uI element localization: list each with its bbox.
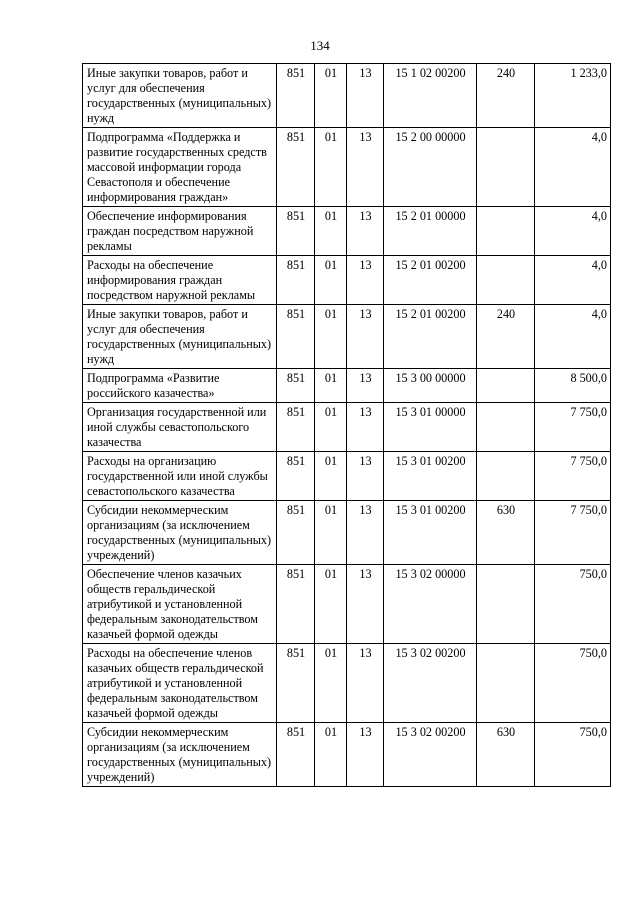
row-grbs-code: 851 — [277, 369, 315, 403]
row-amount: 750,0 — [535, 723, 611, 787]
row-subsection-code: 13 — [347, 128, 384, 207]
row-amount: 1 233,0 — [535, 64, 611, 128]
row-expense-type-code — [477, 369, 535, 403]
table-row — [83, 565, 611, 644]
row-target-article-code: 15 3 02 00200 — [384, 723, 477, 787]
row-grbs-code: 851 — [277, 128, 315, 207]
row-amount: 4,0 — [535, 305, 611, 369]
row-target-article-code: 15 3 01 00200 — [384, 501, 477, 565]
row-section-code: 01 — [315, 64, 347, 128]
row-target-article-code: 15 3 02 00200 — [384, 644, 477, 723]
row-name: Субсидии некоммерческим организациям (за исключением государственных (муниципальных) учреждений) — [83, 501, 277, 565]
row-subsection-code: 13 — [347, 644, 384, 723]
row-subsection-code: 13 — [347, 305, 384, 369]
row-target-article-code: 15 3 00 00000 — [384, 369, 477, 403]
row-subsection-code: 13 — [347, 723, 384, 787]
row-grbs-code: 851 — [277, 452, 315, 501]
budget-table — [82, 63, 611, 787]
row-expense-type-code — [477, 452, 535, 501]
row-grbs-code: 851 — [277, 64, 315, 128]
row-amount: 7 750,0 — [535, 403, 611, 452]
row-name: Субсидии некоммерческим организациям (за исключением государственных (муниципальных) учреждений) — [83, 723, 277, 787]
row-section-code: 01 — [315, 128, 347, 207]
row-section-code: 01 — [315, 403, 347, 452]
table-row — [83, 403, 611, 452]
row-section-code: 01 — [315, 565, 347, 644]
row-expense-type-code — [477, 565, 535, 644]
row-grbs-code: 851 — [277, 305, 315, 369]
row-amount: 4,0 — [535, 128, 611, 207]
table-row — [83, 644, 611, 723]
row-amount: 7 750,0 — [535, 501, 611, 565]
row-name: Подпрограмма «Поддержка и развитие государственных средств массовой информации города Севастополя и обеспечение информирования граждан» — [83, 128, 277, 207]
row-expense-type-code: 630 — [477, 501, 535, 565]
row-target-article-code: 15 3 01 00200 — [384, 452, 477, 501]
row-name: Расходы на обеспечение членов казачьих обществ геральдической атрибутикой и установленной федеральным законодательством казачьей формой одежды — [83, 644, 277, 723]
row-name: Иные закупки товаров, работ и услуг для обеспечения государственных (муниципальных) нужд — [83, 64, 277, 128]
row-grbs-code: 851 — [277, 501, 315, 565]
table-row — [83, 64, 611, 128]
row-grbs-code: 851 — [277, 565, 315, 644]
row-target-article-code: 15 2 01 00200 — [384, 256, 477, 305]
row-subsection-code: 13 — [347, 64, 384, 128]
row-expense-type-code — [477, 128, 535, 207]
row-name: Расходы на обеспечение информирования граждан посредством наружной рекламы — [83, 256, 277, 305]
row-expense-type-code — [477, 256, 535, 305]
table-body — [83, 64, 611, 787]
row-amount: 4,0 — [535, 207, 611, 256]
row-section-code: 01 — [315, 723, 347, 787]
row-subsection-code: 13 — [347, 403, 384, 452]
row-target-article-code: 15 2 00 00000 — [384, 128, 477, 207]
row-name: Иные закупки товаров, работ и услуг для обеспечения государственных (муниципальных) нужд — [83, 305, 277, 369]
row-target-article-code: 15 1 02 00200 — [384, 64, 477, 128]
row-grbs-code: 851 — [277, 723, 315, 787]
row-subsection-code: 13 — [347, 256, 384, 305]
table-row — [83, 369, 611, 403]
row-amount: 750,0 — [535, 565, 611, 644]
row-amount: 4,0 — [535, 256, 611, 305]
row-expense-type-code: 240 — [477, 305, 535, 369]
row-expense-type-code — [477, 403, 535, 452]
row-grbs-code: 851 — [277, 644, 315, 723]
row-grbs-code: 851 — [277, 207, 315, 256]
row-subsection-code: 13 — [347, 452, 384, 501]
table-row — [83, 723, 611, 787]
row-target-article-code: 15 2 01 00200 — [384, 305, 477, 369]
row-name: Организация государственной или иной службы севастопольского казачества — [83, 403, 277, 452]
row-section-code: 01 — [315, 644, 347, 723]
row-name: Расходы на организацию государственной или иной службы севастопольского казачества — [83, 452, 277, 501]
row-section-code: 01 — [315, 256, 347, 305]
table-row — [83, 207, 611, 256]
table-row — [83, 452, 611, 501]
row-amount: 8 500,0 — [535, 369, 611, 403]
row-expense-type-code — [477, 644, 535, 723]
row-section-code: 01 — [315, 452, 347, 501]
row-section-code: 01 — [315, 501, 347, 565]
table-row — [83, 501, 611, 565]
row-subsection-code: 13 — [347, 369, 384, 403]
row-name: Обеспечение информирования граждан посредством наружной рекламы — [83, 207, 277, 256]
row-name: Обеспечение членов казачьих обществ геральдической атрибутикой и установленной федеральным законодательством казачьей формой одежды — [83, 565, 277, 644]
row-expense-type-code — [477, 207, 535, 256]
row-subsection-code: 13 — [347, 501, 384, 565]
row-amount: 750,0 — [535, 644, 611, 723]
row-expense-type-code: 240 — [477, 64, 535, 128]
table-row — [83, 305, 611, 369]
row-target-article-code: 15 3 01 00000 — [384, 403, 477, 452]
table-row — [83, 256, 611, 305]
row-grbs-code: 851 — [277, 403, 315, 452]
row-target-article-code: 15 2 01 00000 — [384, 207, 477, 256]
page-number: 134 — [310, 38, 330, 53]
table-row — [83, 128, 611, 207]
row-section-code: 01 — [315, 305, 347, 369]
row-section-code: 01 — [315, 369, 347, 403]
row-grbs-code: 851 — [277, 256, 315, 305]
row-expense-type-code: 630 — [477, 723, 535, 787]
row-subsection-code: 13 — [347, 207, 384, 256]
row-amount: 7 750,0 — [535, 452, 611, 501]
row-section-code: 01 — [315, 207, 347, 256]
row-target-article-code: 15 3 02 00000 — [384, 565, 477, 644]
row-name: Подпрограмма «Развитие российского казачества» — [83, 369, 277, 403]
row-subsection-code: 13 — [347, 565, 384, 644]
